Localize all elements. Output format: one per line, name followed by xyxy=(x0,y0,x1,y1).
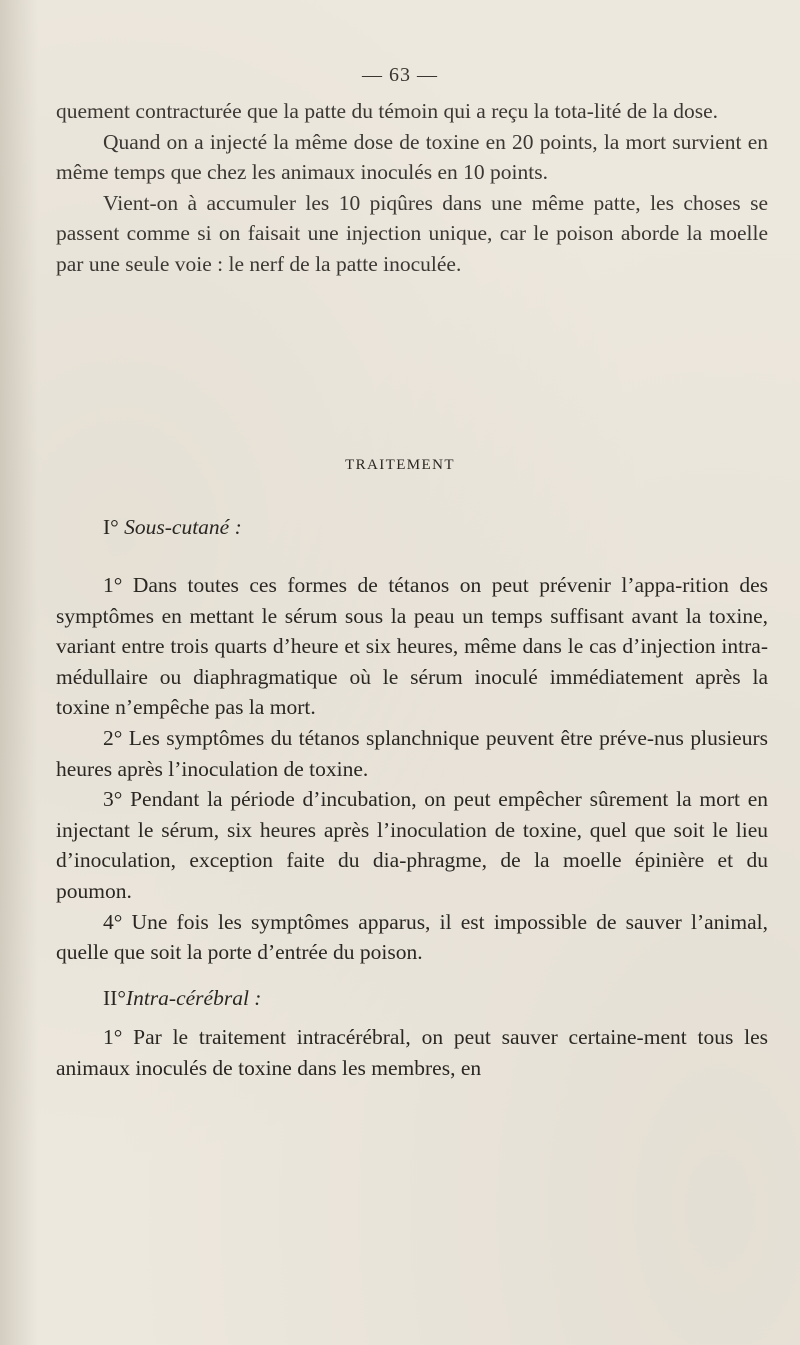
paragraph: 3° Pendant la période d’incubation, on peut empêcher sûrement la mort en injectant le sérum, six heures après l’inoculation de toxine, quel que soit le lieu d’inoculation, exception faite du dia-phragme, de la moelle épinière et du poumon. xyxy=(56,787,768,903)
paragraph: Vient-on à accumuler les 10 piqûres dans une même patte, les choses se passent comme si on faisait une injection unique, car le poison aborde la moelle par une seule voie : le nerf de la patte inoculée. xyxy=(56,190,768,276)
intracerebral-text xyxy=(56,1022,768,1083)
subheading-numeral: I° xyxy=(103,515,119,539)
paragraph: Quand on a injecté la même dose de toxine en 20 points, la mort survient en même temps que chez les animaux inoculés en 10 points. xyxy=(56,129,768,185)
paragraph: 1° Dans toutes ces formes de tétanos on peut prévenir l’appa-rition des symptômes en mettant le sérum sous la peau un temps suffisant avant la toxine, variant entre trois quarts d’heure et six heures, même dans le cas d’injection intra-médullaire ou diaphragmatique où le sérum inoculé immédiatement après la toxine n’empêche pas la mort. xyxy=(56,573,768,720)
binding-shadow xyxy=(0,0,38,1345)
page-number: — 63 — xyxy=(362,64,438,86)
paragraph-continuation: quement contracturée que la patte du témoin qui a reçu la tota-lité de la dose. xyxy=(56,99,719,123)
subheading-subcutaneous xyxy=(103,512,242,542)
section-heading: TRAITEMENT xyxy=(345,457,455,473)
subcutaneous-text xyxy=(56,570,768,968)
subheading-numeral: II° xyxy=(103,986,126,1010)
subheading-intracerebral xyxy=(103,983,261,1013)
paragraph: 2° Les symptômes du tétanos splanchnique peuvent être préve-nus plusieurs heures après l’inoculation de toxine. xyxy=(56,725,768,781)
subheading-title: Sous-cutané : xyxy=(124,515,242,539)
intro-text xyxy=(56,96,768,280)
subheading-title: Intra-cérébral : xyxy=(125,986,262,1010)
paragraph: 1° Par le traitement intracérébral, on peut sauver certaine-ment tous les animaux inoculés de toxine dans les membres, en xyxy=(56,1025,768,1080)
paragraph: 4° Une fois les symptômes apparus, il est impossible de sauver l’animal, quelle que soit la porte d’entrée du poison. xyxy=(56,909,768,965)
